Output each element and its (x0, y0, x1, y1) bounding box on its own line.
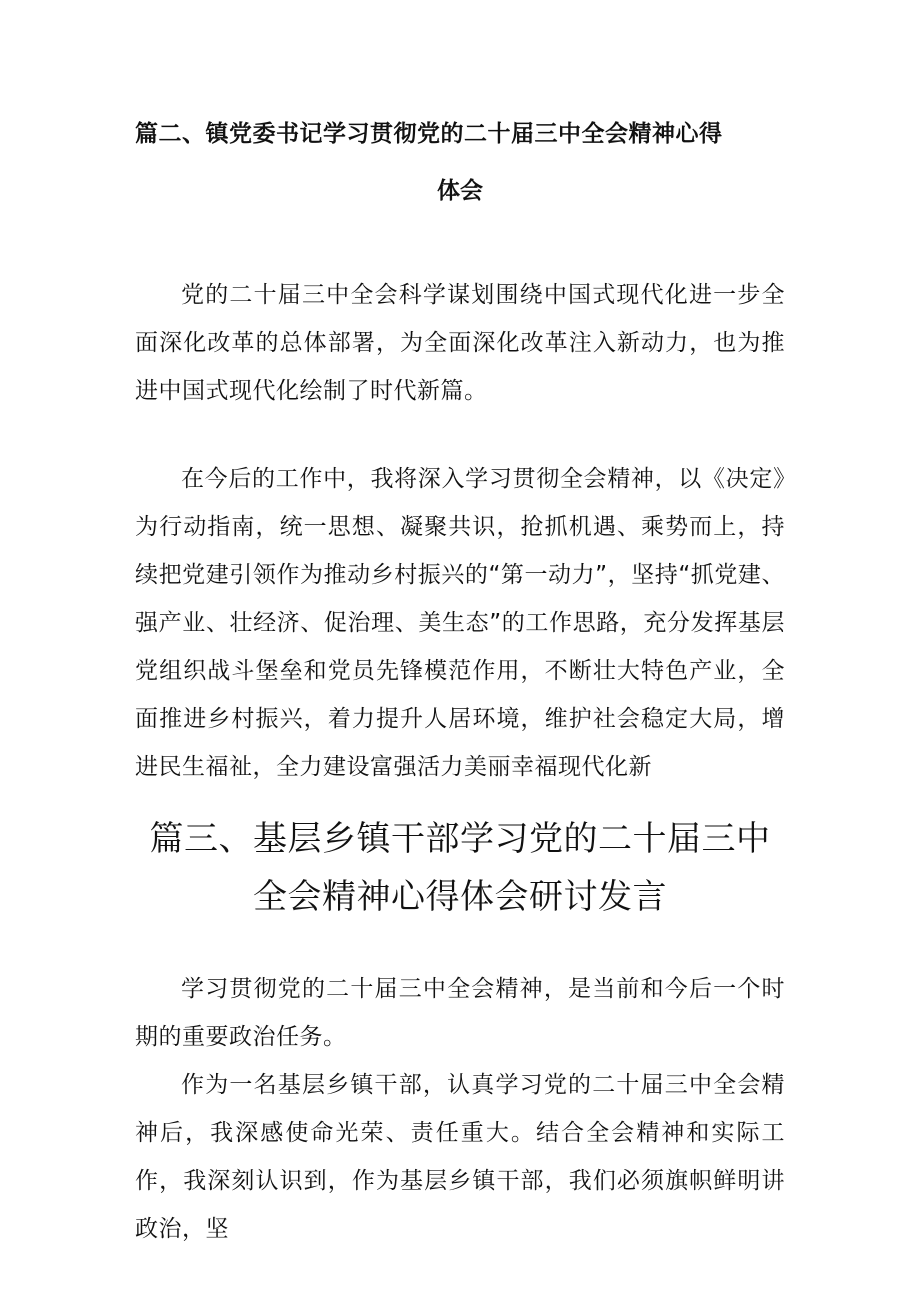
section3-paragraph-1: 学习贯彻党的二十届三中全会精神，是当前和今后一个时期的重要政治任务。 (135, 976, 785, 1050)
section3-title: 篇三、基层乡镇干部学习党的二十届三中全会精神心得体会研讨发言 (149, 819, 771, 917)
section3-paragraph-2: 作为一名基层乡镇干部，认真学习党的二十届三中全会精神后，我深感使命光荣、责任重大。结合全会精神和实际工作，我深刻认识到，作为基层乡镇干部，我们必须旗帜鲜明讲政治，坚 (135, 1072, 785, 1242)
section2-title-line1: 篇二、镇党委书记学习贯彻党的二十届三中全会精神心得 (135, 121, 723, 147)
section2-paragraph-1: 党的二十届三中全会科学谋划围绕中国式现代化进一步全面深化改革的总体部署，为全面深化改革注入新动力，也为推进中国式现代化绘制了时代新篇。 (135, 282, 785, 404)
section2-title-line2: 体会 (437, 178, 483, 204)
section2-paragraph-2: 在今后的工作中，我将深入学习贯彻全会精神，以《决定》为行动指南，统一思想、凝聚共识，抢抓机遇、乘势而上，持续把党建引领作为推动乡村振兴的“第一动力”，坚持“抓党建、强产业、壮经济、促治理、美生态”的工作思路，充分发挥基层党组织战斗堡垒和党员先锋模范作用，不断壮大特色产业，全面推进乡村振兴，着力提升人居环境，维护社会稳定大局，增进民生福祉，全力建设富强活力美丽幸福现代化新 (135, 466, 785, 780)
